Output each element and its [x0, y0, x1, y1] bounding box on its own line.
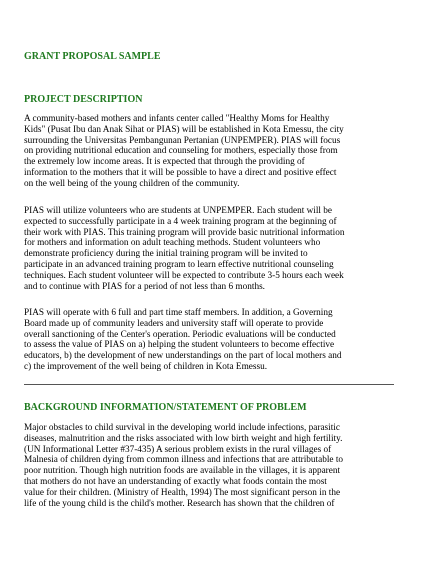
text-line: A community-based mothers and infants center called "Healthy Moms for Healthy — [24, 114, 330, 124]
text-line: life of the young child is the child's mother. Research has shown that the children of — [24, 498, 335, 509]
text-line: Board made up of community leaders and university staff will operate to provide — [24, 318, 324, 329]
paragraph-background — [24, 423, 394, 509]
text-line: PIAS will utilize volunteers who are students at UNPEMPER. Each student will be — [24, 206, 333, 216]
text-line: for mothers and information on adult teaching methods. Student volunteers who — [24, 238, 321, 249]
section-heading-background: BACKGROUND INFORMATION/STATEMENT OF PROBLEM — [24, 402, 307, 413]
text-line: to assess the value of PIAS on a) helping the student volunteers to become effective — [24, 340, 335, 351]
text-line: Malnesia of children dying from common illness and infections that are attributable to — [24, 455, 344, 466]
text-line: Major obstacles to child survival in the developing world include infections, parasitic — [24, 423, 340, 433]
text-line: that mothers do not have an understanding of exactly what foods contain the most — [24, 476, 327, 487]
text-line: value for their children. (Ministry of Health, 1994) The most significant person in the — [24, 487, 341, 498]
paragraph-staff — [24, 308, 394, 373]
text-line: on the well being of the young children of the community. — [24, 178, 240, 189]
section-divider — [24, 384, 394, 385]
text-line: expected to successfully participate in a 4 week training program at the beginning of — [24, 216, 337, 227]
text-line: PIAS will operate with 6 full and part time staff members. In addition, a Governing — [24, 308, 333, 318]
text-line: the extremely low income areas. It is expected that through the providing of — [24, 157, 305, 168]
text-line: Kids" (Pusat Ibu dan Anak Sihat or PIAS) will be established in Kota Emessu, the city — [24, 124, 344, 135]
text-line: information to the mothers that it will be possible to have a direct and positive effect — [24, 167, 337, 178]
text-line: on providing nutritional education and counseling for mothers, especially those from — [24, 146, 338, 157]
text-line: their work with PIAS. This training program will provide basic nutritional information — [24, 227, 345, 238]
text-line: and to continue with PIAS for a period of not less than 6 months. — [24, 281, 265, 292]
section-heading-project-description: PROJECT DESCRIPTION — [24, 94, 143, 105]
text-line: overall sanctioning of the Center's operation. Periodic evaluations will be conducted — [24, 329, 336, 340]
text-line: educators, b) the development of new understandings on the part of local mothers and — [24, 351, 342, 362]
paragraph-volunteers — [24, 206, 394, 292]
text-line: diseases, malnutrition and the risks associated with low birth weight and high fertility. — [24, 433, 343, 444]
text-line: poor nutrition. Though high nutrition foods are available in the villages, it is apparent — [24, 466, 341, 477]
text-line: techniques. Each student volunteer will be expected to contribute 3-5 hours each week — [24, 270, 344, 281]
document-title: GRANT PROPOSAL SAMPLE — [24, 51, 161, 62]
text-line: demonstrate proficiency during the initial training program will be invited to — [24, 249, 308, 260]
text-line: surrounding the Universitas Pembangunan Pertanian (UNPEMPER). PIAS will focus — [24, 135, 341, 146]
text-line: (UN Informational Letter #37-435) A serious problem exists in the rural villages of — [24, 444, 332, 455]
paragraph-project-intro — [24, 114, 394, 190]
text-line: c) the improvement of the well being of children in Kota Emessu. — [24, 361, 268, 372]
text-line: participate in an advanced training program to learn effective nutritional counseling — [24, 259, 334, 270]
